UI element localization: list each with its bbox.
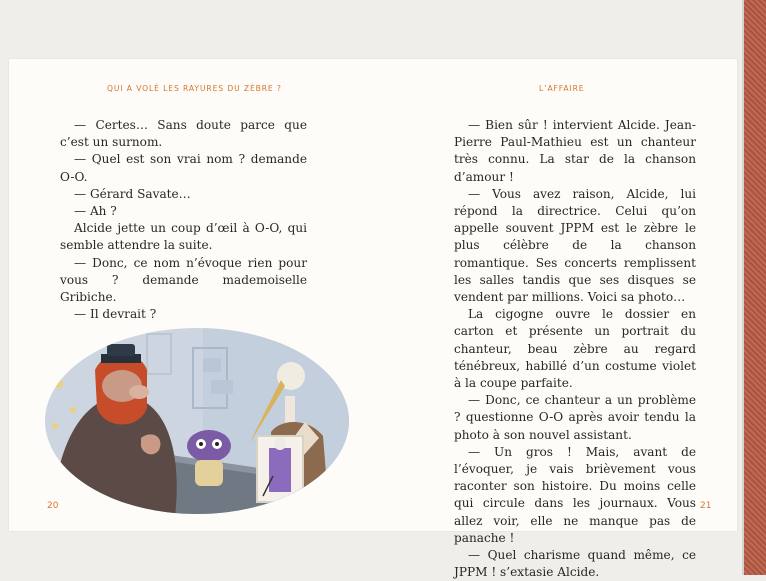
paragraph: — Donc, ce chanteur a un problème ? questionne O-O après avoir tendu la photo à son nouvel assistant. <box>454 393 696 442</box>
left-body-text <box>60 117 307 323</box>
paragraph: — Quel charisme quand même, ce JPPM ! s’extasie Alcide. <box>454 548 696 580</box>
paragraph: — Quel est son vrai nom ? demande O-O. <box>60 152 307 184</box>
paragraph: La cigogne ouvre le dossier en carton et présente un portrait du chanteur, beau zèbre au regard ténébreux, habillé d’un costume violet à la coupe parfaite. <box>454 307 696 391</box>
paragraph: Alcide jette un coup d’œil à O-O, qui semble attendre la suite. <box>60 221 307 253</box>
right-body-text <box>454 117 696 581</box>
right-page <box>373 59 737 580</box>
running-head-right: L’AFFAIRE <box>539 84 585 93</box>
paragraph: — Il devrait ? <box>74 307 157 322</box>
paragraph: — Certes… Sans doute parce que c’est un surnom. <box>60 118 307 150</box>
story-illustration <box>43 326 351 516</box>
page-number-left: 20 <box>47 501 59 511</box>
paragraph: — Un gros ! Mais, avant de l’évoquer, je vais brièvement vous raconter son histoire. Du moins celle qui circule dans les journaux. Vous allez voir, elle ne manque pas de panache ! <box>454 444 696 545</box>
paragraph: — Donc, ce nom n’évoque rien pour vous ? demande mademoiselle Gribiche. <box>60 255 307 305</box>
paragraph: — Bien sûr ! intervient Alcide. Jean-Pierre Paul-Mathieu est un chanteur très connu. La star de la chanson d’amour ! <box>454 118 696 184</box>
book-spine-edge <box>744 0 766 575</box>
book-spread <box>9 59 737 580</box>
page-number-right: 21 <box>700 501 712 511</box>
left-page <box>9 59 373 531</box>
paragraph: — Gérard Savate… <box>74 186 191 201</box>
paragraph: — Vous avez raison, Alcide, lui répond la directrice. Celui qu’on appelle souvent JPPM est le zèbre le plus célèbre de la chanson romantique. Ses concerts remplissent les salles tandis que ses disques se vendent par millions. Voici sa photo… <box>454 186 696 305</box>
paragraph: — Ah ? <box>74 204 117 219</box>
running-head-left: QUI A VOLÉ LES RAYURES DU ZÈBRE ? <box>107 84 282 93</box>
